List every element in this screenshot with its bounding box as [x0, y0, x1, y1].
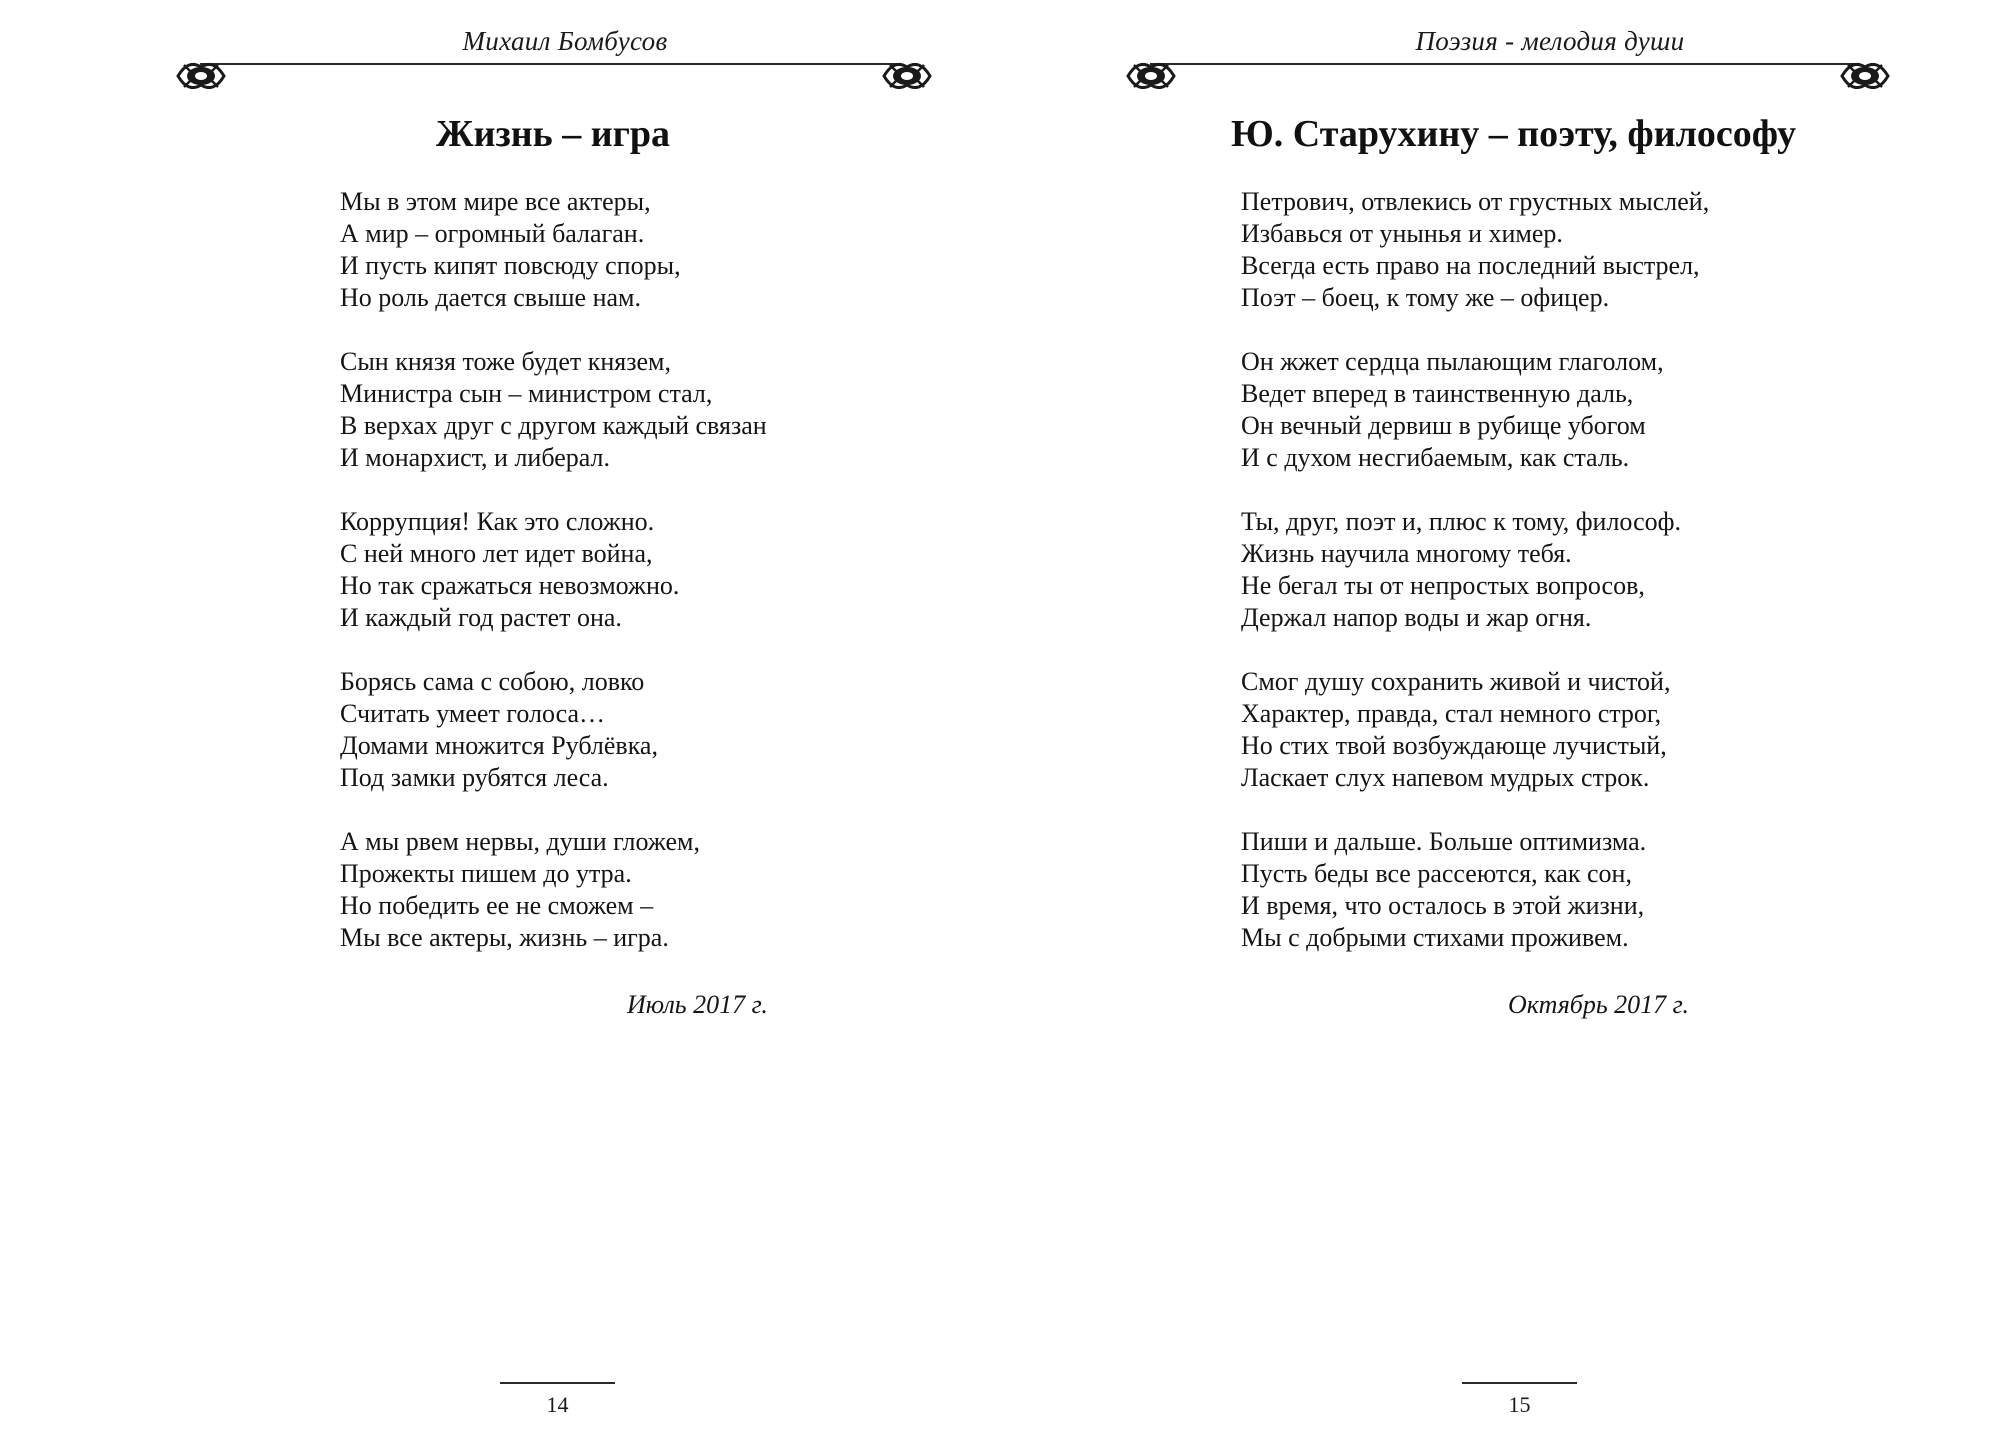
poem-line: И монархист, и либерал.: [340, 443, 611, 472]
poem-line: Петрович, отвлекись от грустных мыслей,: [1241, 187, 1710, 216]
poem-line: Характер, правда, стал немного строг,: [1241, 699, 1662, 728]
poem-line: А мир – огромный балаган.: [340, 219, 645, 248]
stanza: [1241, 506, 1709, 634]
poem-line: Он вечный дервиш в рубище убогом: [1241, 411, 1646, 440]
poem-line: Сын князя тоже будет князем,: [340, 347, 671, 376]
poem-line: С ней много лет идет война,: [340, 539, 653, 568]
poem-line: Считать умеет голоса…: [340, 699, 606, 728]
poem-line: Но победить ее не сможем –: [340, 891, 654, 920]
right-page: [1000, 0, 2000, 1447]
poem-line: Избавься от унынья и химер.: [1241, 219, 1563, 248]
poem-line: Министра сын – министром стал,: [340, 379, 713, 408]
floral-ornament-icon: [174, 57, 228, 95]
poem-line: Домами множится Рублёвка,: [340, 731, 658, 760]
stanza: [340, 346, 767, 474]
poem-line: Мы с добрыми стихами проживем.: [1241, 923, 1629, 952]
footer-rule: [1462, 1382, 1577, 1384]
stanza: [1241, 666, 1709, 794]
page-number: 14: [546, 1392, 569, 1417]
stanza: [340, 826, 767, 954]
poem-line: Держал напор воды и жар огня.: [1241, 603, 1592, 632]
poem-line: Всегда есть право на последний выстрел,: [1241, 251, 1700, 280]
running-head-book-title: Поэзия - мелодия души: [1415, 26, 1685, 56]
poem-line: Ведет вперед в таинственную даль,: [1241, 379, 1634, 408]
stanza: [340, 186, 767, 314]
poem-title: Ю. Старухину – поэту, философу: [1231, 113, 1797, 155]
stanza: [1241, 186, 1709, 314]
poem-line: Жизнь научила многому тебя.: [1241, 539, 1572, 568]
stanza: [340, 666, 767, 794]
header-rule: [200, 63, 900, 65]
poem-line: Пусть беды все рассеются, как сон,: [1241, 859, 1632, 888]
poem-date: Июль 2017 г.: [627, 990, 768, 1019]
poem-date: Октябрь 2017 г.: [1508, 990, 1689, 1019]
page-number: 15: [1508, 1392, 1531, 1417]
floral-ornament-icon: [1124, 57, 1178, 95]
poem-line: Смог душу сохранить живой и чистой,: [1241, 667, 1671, 696]
poem-line: Мы все актеры, жизнь – игра.: [340, 923, 669, 952]
stanza: [1241, 346, 1709, 474]
floral-ornament-icon: [1838, 57, 1892, 95]
header-rule: [1150, 63, 1860, 65]
poem-title: Жизнь – игра: [436, 113, 671, 155]
poem-line: Коррупция! Как это сложно.: [340, 507, 655, 536]
poem-line: Но так сражаться невозможно.: [340, 571, 680, 600]
poem-line: В верхах друг с другом каждый связан: [340, 411, 767, 440]
poem-line: И с духом несгибаемым, как сталь.: [1241, 443, 1630, 472]
stanza: [1241, 826, 1709, 954]
poem-line: Но стих твой возбуждающе лучистый,: [1241, 731, 1667, 760]
running-head-author: Михаил Бомбусов: [462, 26, 668, 56]
poem-line: Прожекты пишем до утра.: [340, 859, 632, 888]
floral-ornament-icon: [880, 57, 934, 95]
poem-line: Пиши и дальше. Больше оптимизма.: [1241, 827, 1647, 856]
poem-line: Под замки рубятся леса.: [340, 763, 609, 792]
poem-line: Он жжет сердца пылающим глаголом,: [1241, 347, 1664, 376]
footer-rule: [500, 1382, 615, 1384]
stanza: [340, 506, 767, 634]
poem-line: И пусть кипят повсюду споры,: [340, 251, 681, 280]
poem-line: Мы в этом мире все актеры,: [340, 187, 651, 216]
poem-line: Не бегал ты от непростых вопросов,: [1241, 571, 1645, 600]
poem-line: И время, что осталось в этой жизни,: [1241, 891, 1645, 920]
poem-line: А мы рвем нервы, души гложем,: [340, 827, 700, 856]
poem-body: [1241, 186, 1709, 986]
poem-line: Ты, друг, поэт и, плюс к тому, философ.: [1241, 507, 1681, 536]
poem-line: Борясь сама с собою, ловко: [340, 667, 645, 696]
poem-line: Ласкает слух напевом мудрых строк.: [1241, 763, 1650, 792]
poem-line: Поэт – боец, к тому же – офицер.: [1241, 283, 1610, 312]
poem-line: И каждый год растет она.: [340, 603, 622, 632]
poem-line: Но роль дается свыше нам.: [340, 283, 642, 312]
poem-body: [340, 186, 767, 986]
